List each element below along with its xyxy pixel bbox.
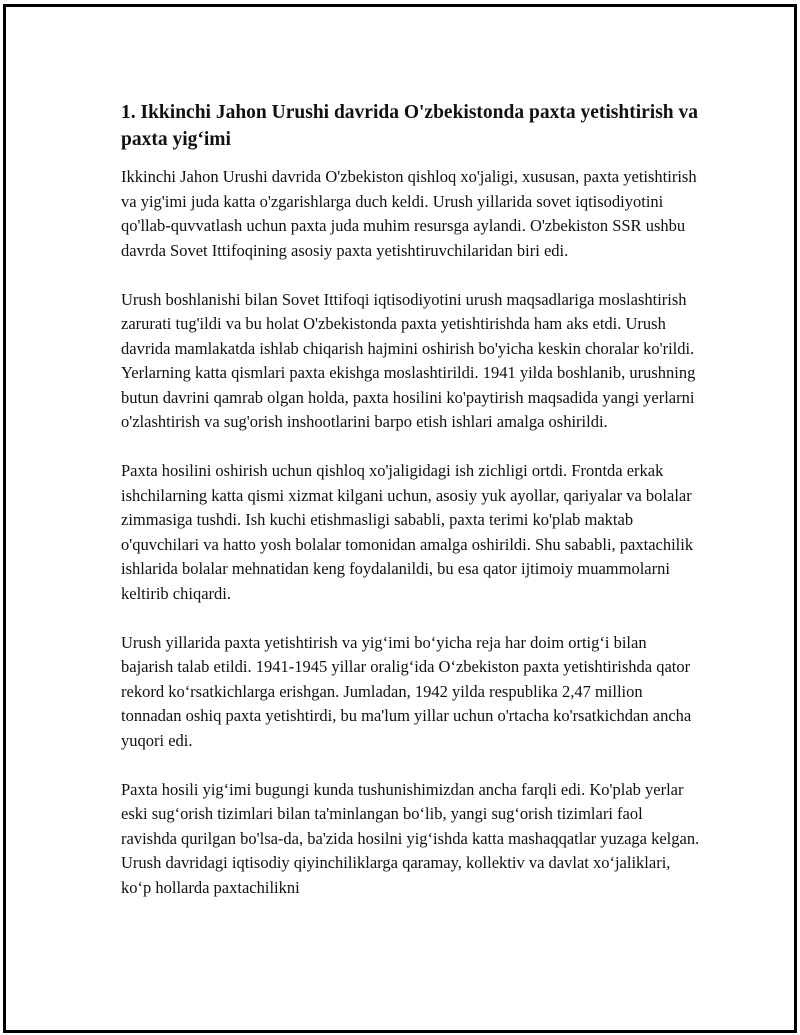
paragraph-4: Urush yillarida paxta yetishtirish va yig‘imi bo‘yicha reja har doim ortig‘i bilan bajarish talab etildi. 1941-1945 yillar oralig‘ida O‘zbekiston paxta yetishtirishda qator rekord ko‘rsatkichlarga erishgan. Jumladan, 1942 yilda respublika 2,47 million tonnadan oshiq paxta yetishtirdi, bu ma'lum yillar uchun o'rtacha ko'rsatkichdan ancha yuqori edi.: [121, 632, 692, 750]
paragraph-2: Urush boshlanishi bilan Sovet Ittifoqi iqtisodiyotini urush maqsadlariga moslashtirish zarurati tug'ildi va bu holat O'zbekistonda paxta yetishtirishda ham aks etdi. Urush davrida mamlakatda ishlab chiqarish hajmini oshirish bo'yicha keskin choralar ko'rildi. Yerlarning katta qismlari paxta ekishga moslashtirildi. 1941 yilda boshlanib, urushning butun davrini qamrab olgan holda, paxta hosilini ko'paytirish maqsadida yangi yerlarni o'zlashtirish va sug'orish inshootlarini barpo etish ishlari amalga oshirildi.: [121, 289, 696, 431]
section-heading: 1. Ikkinchi Jahon Urushi davrida O'zbekistonda paxta yetishtirish va paxta yig‘imi: [121, 102, 699, 150]
paragraph-5: Paxta hosili yig‘imi bugungi kunda tushunishimizdan ancha farqli edi. Ko'plab yerlar eski sug‘orish tizimlari bilan ta'minlangan bo‘lib, yangi sug‘orish tizimlari faol ravishda qurilgan bo'lsa-da, ba'zida hosilni yig‘ishda katta mashaqqatlar yuzaga kelgan. Urush davridagi iqtisodiy qiyinchiliklarga qaramay, kollektiv va davlat xo‘jaliklari, ko‘p hollarda paxtachilikni: [121, 779, 700, 897]
paragraph-1: Ikkinchi Jahon Urushi davrida O'zbekiston qishloq xo'jaligi, xususan, paxta yetishtirish va yig'imi juda katta o'zgarishlarga duch keldi. Urush yillarida sovet iqtisodiyotini qo'llab-quvvatlash uchun paxta juda muhim resursga aylandi. O'zbekiston SSR ushbu davrda Sovet Ittifoqining asosiy paxta yetishtiruvchilaridan biri edi.: [121, 167, 697, 260]
page-frame: [3, 4, 797, 1033]
document-body: [121, 99, 701, 925]
paragraph-3: Paxta hosilini oshirish uchun qishloq xo'jaligidagi ish zichligi ortdi. Frontda erkak ishchilarning katta qismi xizmat kilgani uchun, asosiy yuk ayollar, qariyalar va bolalar zimmasiga tushdi. Ish kuchi etishmasligi sababli, paxta terimi ko'plab maktab o'quvchilari va hatto yosh bolalar tomonidan amalga oshirildi. Shu sababli, paxtachilik ishlarida bolalar mehnatidan keng foydalanildi, bu esa qator ijtimoiy muammolarni keltirib chiqardi.: [121, 461, 694, 603]
